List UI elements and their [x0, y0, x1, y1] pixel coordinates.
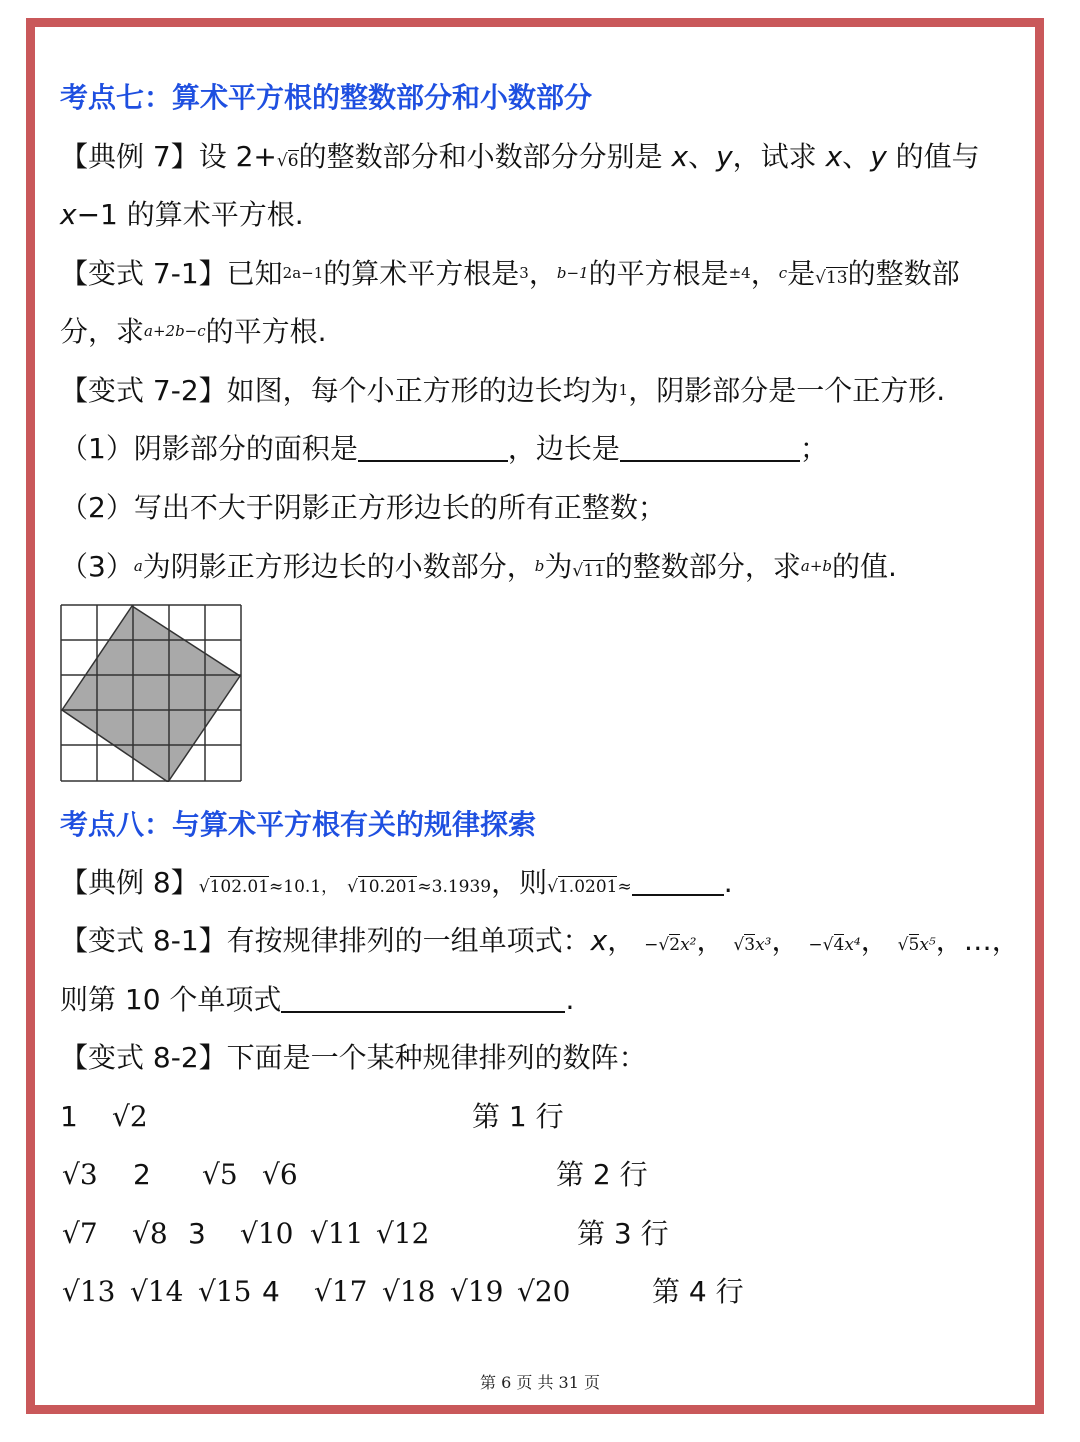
array-r3-c1: √7: [62, 1217, 98, 1250]
comma1: ，: [607, 924, 636, 957]
pow4: x⁴: [844, 935, 861, 955]
v71-t1: 已知: [226, 257, 283, 290]
rad4: 4: [833, 935, 845, 955]
q3-text: 为阴影正方形边长的小数部分，: [142, 550, 535, 583]
term-2: −√2x²: [644, 935, 697, 955]
q3-text3: 的整数部分，求: [604, 550, 801, 583]
v81-l2b: .: [565, 983, 575, 1016]
page-footer: 第 6 页 共 31 页: [480, 1373, 600, 1392]
variant81-line1: [60, 921, 1020, 965]
expr-pm4: ±4: [728, 264, 751, 282]
v71-l2b: 的平方根.: [205, 315, 327, 348]
sqrt-6: √6: [276, 151, 299, 171]
array-r4-c7: √19: [450, 1275, 504, 1308]
approx-2: ≈3.1939: [417, 877, 492, 897]
pow3: x³: [755, 935, 772, 955]
expr-a2bc: a+2b−c: [144, 322, 206, 340]
variant81-tag: 【变式 8-1】: [60, 924, 227, 957]
sqrt-6-radicand: 6: [287, 151, 299, 171]
variant72-line1: [60, 370, 945, 411]
array-r4-c3: √15: [198, 1275, 252, 1308]
q1-text: （1）阴影部分的面积是: [60, 432, 358, 465]
sqrt-1: √1.0201: [547, 877, 618, 897]
sqrt-1-radicand: 1.0201: [557, 877, 618, 897]
ex8-end: .: [723, 866, 733, 899]
variant72-q1: [60, 429, 828, 469]
term-5: √5x⁵: [897, 935, 936, 955]
variant72-q2: （2）写出不大于阴影正方形边长的所有正整数；: [60, 491, 666, 524]
v82-t1: 下面是一个某种规律排列的数阵：: [226, 1041, 647, 1074]
example7-text: 设 2+: [198, 140, 277, 173]
v71-l2a: 分，求: [60, 315, 145, 348]
sqrt-11-radicand: 11: [583, 561, 605, 581]
example7-line2: [60, 195, 304, 235]
v81-t1: 有按规律排列的一组单项式：: [226, 924, 591, 957]
array-r3-c4: √10: [240, 1217, 294, 1250]
variant71-line2: [60, 311, 327, 352]
sqrt-11: √11: [572, 561, 605, 581]
variant72-q3: [60, 546, 897, 591]
expr-1: 1: [618, 381, 629, 399]
minus4: −: [808, 935, 823, 955]
array-r2-c2: 2: [133, 1158, 151, 1191]
v81-l2a: 则第 10 个单项式: [60, 983, 282, 1016]
v71-t5: ，: [750, 257, 779, 290]
expr-c: c: [778, 264, 788, 282]
q3-text4: 的值.: [832, 550, 897, 583]
sqrt-10-radicand: 10.201: [357, 877, 418, 897]
variant81-line2: [60, 980, 574, 1020]
variant82-tag: 【变式 8-2】: [60, 1041, 227, 1074]
v72-t2: ，阴影部分是一个正方形.: [628, 374, 946, 407]
expr-a: a: [133, 557, 143, 575]
grid-figure: [60, 604, 242, 782]
array-r4-c6: √18: [382, 1275, 436, 1308]
array-r3-c3: 3: [188, 1217, 206, 1250]
sep: 、: [688, 140, 717, 173]
section8-heading: 考点八：与算术平方根有关的规律探索: [60, 808, 537, 841]
v71-t7: 的整数部: [847, 257, 960, 290]
example7-text4: 的值与: [895, 140, 980, 173]
array-row3-label: 第 3 行: [577, 1217, 669, 1250]
v71-t6: 是: [787, 257, 816, 290]
sqrt-13: √13: [815, 268, 848, 288]
array-r4-c2: √14: [130, 1275, 184, 1308]
array-row1-label: 第 1 行: [472, 1100, 564, 1133]
example8-tag: 【典例 8】: [60, 866, 199, 899]
example7-text3: ，试求: [732, 140, 817, 173]
example7-line1: [60, 137, 980, 181]
term-x: x: [590, 924, 608, 957]
pow2: x²: [680, 935, 697, 955]
sep2: 、: [842, 140, 871, 173]
ellipsis: ，…，: [935, 924, 1020, 957]
array-r3-c2: √8: [132, 1217, 168, 1250]
rad5: 5: [908, 935, 920, 955]
variant71-tag: 【变式 7-1】: [60, 257, 227, 290]
array-r2-c1: √3: [62, 1158, 98, 1191]
sqrt-102-radicand: 102.01: [209, 877, 270, 897]
v71-t3: ，: [528, 257, 557, 290]
expr-b-1: b−1: [556, 264, 589, 282]
sqrt-102: √102.01: [198, 877, 270, 897]
comma2: ，: [696, 924, 725, 957]
var-x2: x: [825, 140, 843, 173]
comma3: ，: [771, 924, 800, 957]
q1-text2: ，边长是: [507, 432, 620, 465]
array-r1-c1: 1: [60, 1100, 78, 1133]
expr-2a-1: 2a−1: [282, 264, 324, 282]
minus2: −: [644, 935, 659, 955]
shaded-square: [62, 606, 240, 782]
var-y2: y: [870, 140, 887, 173]
pow5: x⁵: [919, 935, 936, 955]
var-y: y: [716, 140, 733, 173]
q3-num: （3）: [60, 550, 134, 583]
answer-blank-v81[interactable]: [281, 983, 565, 1013]
expr-b: b: [534, 557, 545, 575]
q3-text2: 为: [544, 550, 573, 583]
example7-text2: 的整数部分和小数部分分别是: [298, 140, 663, 173]
array-r2-c4: √6: [262, 1158, 298, 1191]
sqrt-13-radicand: 13: [825, 268, 848, 288]
rad3: 3: [744, 935, 756, 955]
array-r4-c4: 4: [262, 1275, 280, 1308]
array-row2-label: 第 2 行: [556, 1158, 648, 1191]
var-x3: x: [60, 198, 77, 231]
array-r2-c3: √5: [202, 1158, 238, 1191]
comma4: ，: [860, 924, 889, 957]
array-r4-c8: √20: [517, 1275, 571, 1308]
sqrt-10: √10.201: [347, 877, 418, 897]
term-4: −√4x⁴: [808, 935, 861, 955]
term-3: √3x³: [733, 935, 772, 955]
approx-1: ≈10.1，: [269, 877, 339, 897]
array-r4-c1: √13: [62, 1275, 116, 1308]
example7-tag: 【典例 7】: [60, 140, 199, 173]
q1-text3: ；: [799, 432, 828, 465]
rad2: 2: [669, 935, 681, 955]
example7-text5: −1 的算术平方根.: [76, 198, 304, 231]
array-row4-label: 第 4 行: [652, 1275, 744, 1308]
v71-t4: 的平方根是: [588, 257, 729, 290]
array-r3-c6: √12: [376, 1217, 430, 1250]
v71-t2: 的算术平方根是: [323, 257, 520, 290]
approx-3: ≈: [617, 877, 632, 897]
answer-blank-area[interactable]: [358, 432, 508, 462]
array-r1-c2: √2: [112, 1100, 148, 1133]
v72-t1: 如图，每个小正方形的边长均为: [226, 374, 619, 407]
var-x: x: [671, 140, 689, 173]
example8-line: [60, 863, 733, 907]
variant72-tag: 【变式 7-2】: [60, 374, 227, 407]
expr-a-plus-b: a+b: [800, 557, 833, 575]
section7-heading: 考点七：算术平方根的整数部分和小数部分: [60, 81, 593, 114]
variant71-line1: [60, 253, 960, 298]
expr-3: 3: [519, 264, 529, 282]
answer-blank-ex8[interactable]: [632, 868, 724, 896]
array-r3-c5: √11: [310, 1217, 364, 1250]
answer-blank-side[interactable]: [620, 432, 800, 462]
array-r4-c5: √17: [314, 1275, 368, 1308]
ex8-text: ，则: [491, 866, 548, 899]
variant82-line: [60, 1038, 647, 1078]
